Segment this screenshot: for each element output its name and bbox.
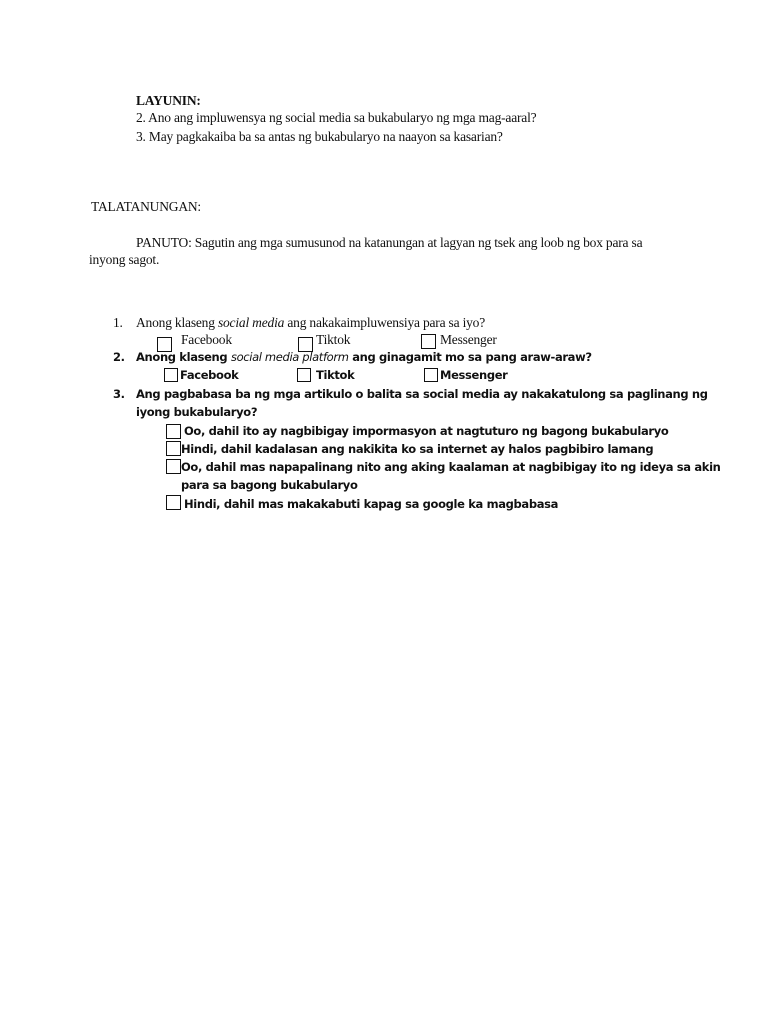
question-3-option-4-checkbox[interactable] <box>166 495 181 510</box>
question-3-option-1-label: Oo, dahil ito ay nagbibigay impormasyon at nagtuturo ng bagong bukabularyo <box>184 424 669 438</box>
question-1-text-before: Anong klaseng <box>136 315 218 330</box>
question-3-text-line-1: Ang pagbabasa ba ng mga artikulo o balita sa social media ay nakakatulong sa paglinang ng <box>136 387 708 401</box>
talatanungan-heading: TALATANUNGAN: <box>91 199 201 214</box>
question-3-option-1-checkbox[interactable] <box>166 424 181 439</box>
question-1-tiktok-label: Tiktok <box>316 332 351 347</box>
question-1-number: 1. <box>113 315 123 330</box>
layunin-item-3: 3. May pagkakaiba ba sa antas ng bukabularyo na naayon sa kasarian? <box>136 129 503 144</box>
question-2-number: 2. <box>113 350 125 364</box>
question-1-facebook-label: Facebook <box>181 332 232 347</box>
question-1-messenger-label: Messenger <box>440 332 497 347</box>
question-2-facebook-label: Facebook <box>180 368 239 382</box>
question-1-text-italic: social media <box>217 315 285 330</box>
question-2-text-italic: social media platform <box>230 350 349 364</box>
question-1-text-after: ang nakakaimpluwensiya para sa iyo? <box>284 315 486 330</box>
question-2-tiktok-label: Tiktok <box>316 368 355 382</box>
layunin-item-2: 2. Ano ang impluwensya ng social media sa bukabularyo ng mga mag-aaral? <box>136 110 537 125</box>
question-2-messenger-checkbox[interactable] <box>424 368 438 382</box>
question-2-messenger-label: Messenger <box>440 368 508 382</box>
question-2-facebook-checkbox[interactable] <box>164 368 178 382</box>
question-3-option-3-checkbox[interactable] <box>166 459 181 474</box>
question-3-option-3-label-continued: para sa bagong bukabularyo <box>181 478 358 492</box>
question-3-option-2-label: Hindi, dahil kadalasan ang nakikita ko sa internet ay halos pagbibiro lamang <box>181 442 654 456</box>
question-3-option-4-label: Hindi, dahil mas makakabuti kapag sa google ka magbabasa <box>184 497 559 511</box>
panuto-line-2: inyong sagot. <box>89 252 160 267</box>
question-2-text <box>136 350 592 364</box>
question-3-text-line-2: iyong bukabularyo? <box>136 405 258 419</box>
question-3-option-2-checkbox[interactable] <box>166 441 181 456</box>
question-1-text <box>136 315 485 331</box>
panuto-line-1: PANUTO: Sagutin ang mga sumusunod na katanungan at lagyan ng tsek ang loob ng box para sa <box>136 235 643 250</box>
question-3-number: 3. <box>113 387 125 401</box>
question-1-messenger-checkbox[interactable] <box>421 334 436 349</box>
question-2-text-after: ang ginagamit mo sa pang araw-araw? <box>348 350 592 364</box>
question-2-tiktok-checkbox[interactable] <box>297 368 311 382</box>
layunin-heading: LAYUNIN: <box>136 93 201 108</box>
question-3-option-3-label: Oo, dahil mas napapalinang nito ang aking kaalaman at nagbibigay ito ng ideya sa akin <box>181 460 721 474</box>
question-2-text-before: Anong klaseng <box>136 350 231 364</box>
